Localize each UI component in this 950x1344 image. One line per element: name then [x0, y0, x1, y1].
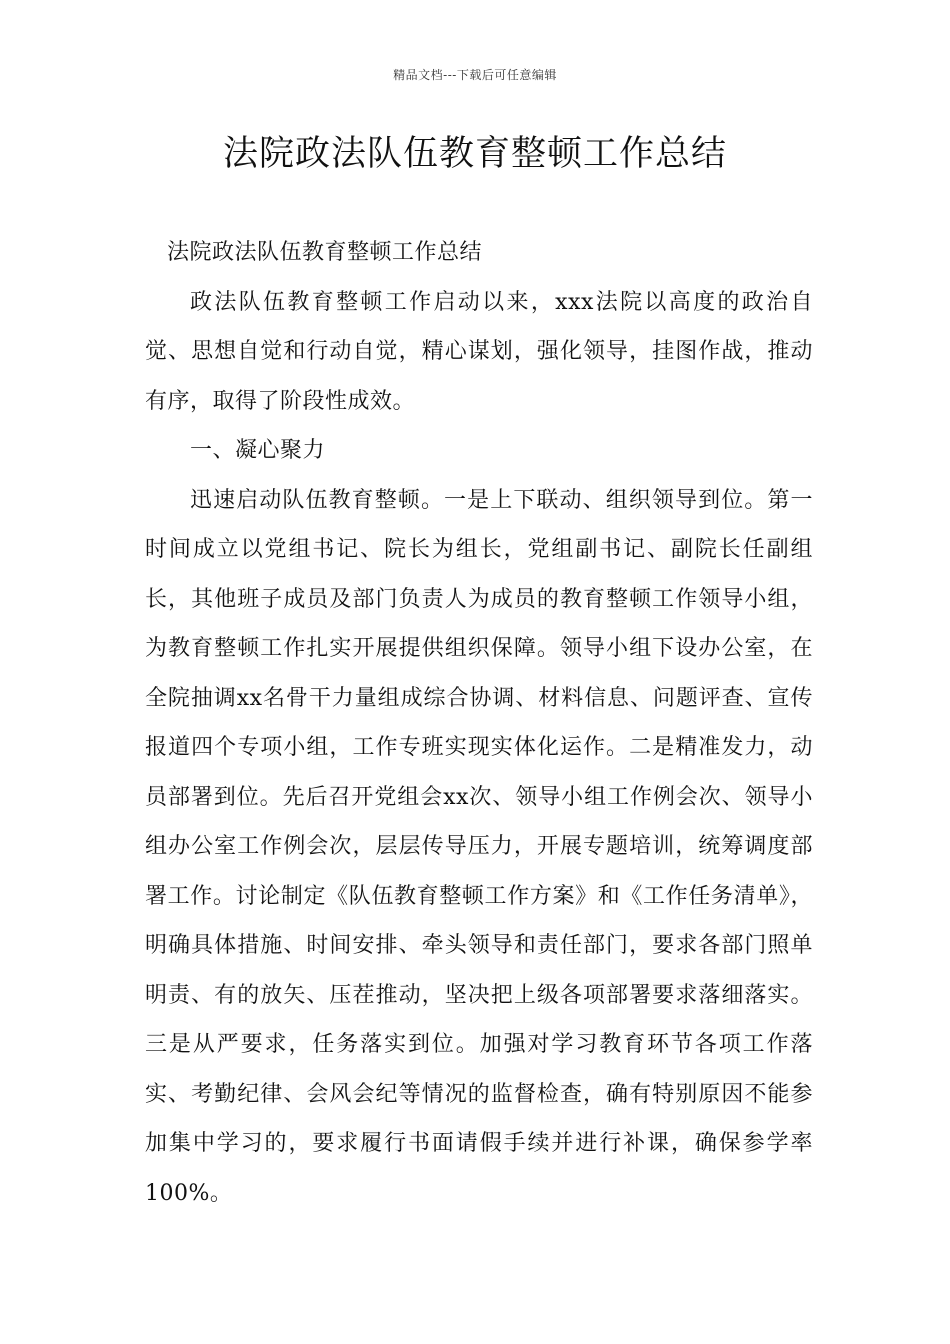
header-note: 精品文档---下载后可任意编辑 [393, 68, 557, 82]
section-heading: 一、凝心聚力 [190, 438, 326, 463]
paragraph-intro: 政法队伍教育整顿工作启动以来，xxx法院以高度的政治自觉、思想自觉和行动自觉，精心谋划，强化领导，挂图作战，推动有序，取得了阶段性成效。 [145, 289, 813, 414]
document-body [145, 228, 813, 1218]
document-title: 法院政法队伍教育整顿工作总结 [222, 134, 727, 174]
document-subtitle: 法院政法队伍教育整顿工作总结 [167, 240, 483, 265]
paragraph-body: 迅速启动队伍教育整顿。一是上下联动、组织领导到位。第一时间成立以党组书记、院长为组长，党组副书记、副院长任副组长，其他班子成员及部门负责人为成员的教育整顿工作领导小组，为教育整顿工作扎实开展提供组织保障。领导小组下设办公室，在全院抽调xx名骨干力量组成综合协调、材料信息、问题评查、宣传报道四个专项小组，工作专班实现实体化运作。二是精准发力，动员部署到位。先后召开党组会xx次、领导小组工作例会次、领导小组办公室工作例会次，层层传导压力，开展专题培训，统筹调度部署工作。讨论制定《队伍教育整顿工作方案》和《工作任务清单》，明确具体措施、时间安排、牵头领导和责任部门，要求各部门照单明责、有的放矢、压茬推动，坚决把上级各项部署要求落细落实。三是从严要求，任务落实到位。加强对学习教育环节各项工作落实、考勤纪律、会风会纪等情况的监督检查，确有特别原因不能参加集中学习的，要求履行书面请假手续并进行补课，确保参学率100%。 [145, 487, 813, 1206]
